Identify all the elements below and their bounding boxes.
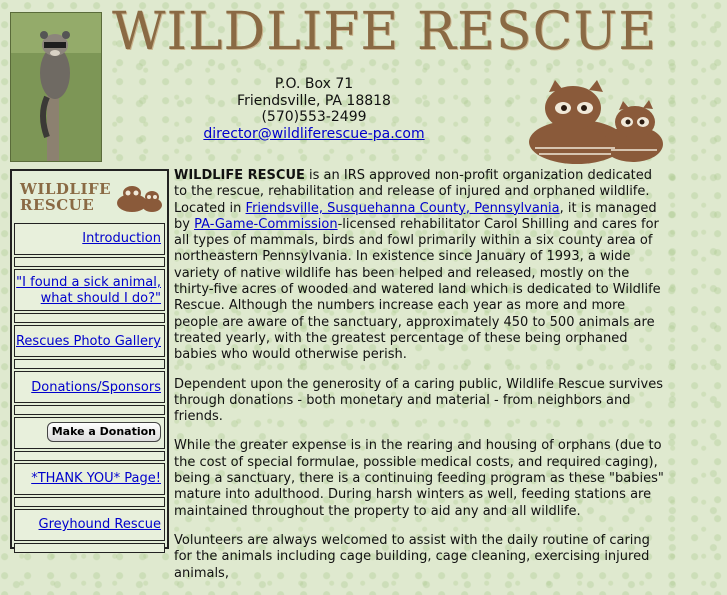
location-link[interactable]: Friendsville, Susquehanna County, Pennsylvania [245, 200, 560, 216]
phone-number: (570)553-2499 [261, 109, 367, 125]
sidebar-item-greyhound[interactable] [14, 509, 165, 541]
sidebar-logo-line2: RESCUE [20, 196, 95, 214]
address-line1: P.O. Box 71 [274, 76, 354, 92]
sidebar-logo-line1: WILDLIFE [20, 180, 112, 198]
donations-link[interactable]: Donations/Sponsors [31, 380, 161, 395]
sick-animal-link[interactable]: "I found a sick animal, what should I do?" [16, 275, 161, 306]
introduction-link[interactable]: Introduction [82, 231, 161, 246]
sidebar-item-donations[interactable] [14, 371, 165, 403]
page-title: WILDLIFE RESCUE [112, 2, 658, 62]
sidebar-item-make-donation [14, 417, 165, 449]
sidebar-divider [14, 405, 165, 415]
sidebar-divider [14, 257, 165, 267]
sidebar-logo [12, 171, 167, 219]
org-name: WILDLIFE RESCUE [174, 168, 305, 183]
raccoon-photo [10, 12, 102, 162]
sidebar-raccoon-icon [116, 183, 162, 213]
sidebar-item-thank-you[interactable] [14, 463, 165, 495]
intro-text-a: is an IRS approved non-profit organization dedicated to the rescue, rehabilitation and release of injured and orphaned wildlife. Located in [174, 168, 653, 216]
make-donation-button[interactable]: Make a Donation [47, 422, 161, 442]
raccoon-illustration [525, 78, 665, 164]
sidebar-divider [14, 451, 165, 461]
volunteers-paragraph: Volunteers are always welcomed to assist with the daily routine of caring for the animals including cage building, cage cleaning, exercising injured animals, [174, 532, 650, 581]
intro-text-b: , it is managed by [174, 200, 657, 232]
intro-text-c: -licensed rehabilitator Carol Shilling and cares for all types of mammals, birds and fowl primarily within a six county area of northeastern Pennsylvania. In existence since January of 1993, a wide variety of native wildlife has been helped and released, mostly on the thirty-five acres of wooded and watered land which is dedicated to Wildlife Rescue. Although the numbers increase each year as more and more people are aware of the sanctuary, approximately 450 to 500 animals are treated yearly, with the greatest percentage of these being orphaned babies who would otherwise perish. [174, 216, 661, 363]
sidebar-divider [14, 313, 165, 323]
intro-paragraph [174, 168, 668, 364]
sidebar-item-photo-gallery[interactable] [14, 325, 165, 357]
thank-you-link[interactable]: *THANK YOU* Page! [31, 471, 161, 486]
sidebar-item-introduction[interactable] [14, 223, 165, 255]
email-link[interactable]: director@wildliferescue-pa.com [203, 125, 425, 142]
sidebar-divider [14, 497, 165, 507]
greyhound-rescue-link[interactable]: Greyhound Rescue [38, 517, 161, 532]
sidebar-item-sick-animal[interactable] [14, 269, 165, 311]
sidebar-divider [14, 359, 165, 369]
game-commission-link[interactable]: PA-Game-Commission [194, 216, 338, 232]
address-line2: Friendsville, PA 18818 [237, 92, 391, 109]
sidebar-nav [10, 169, 169, 549]
photo-gallery-link[interactable]: Rescues Photo Gallery [15, 334, 161, 349]
contact-info [190, 76, 438, 142]
main-content [174, 168, 668, 595]
donations-paragraph: Dependent upon the generosity of a caring public, Wildlife Rescue survives through donations - both monetary and material - from neighbors and friends. [174, 376, 663, 425]
expenses-paragraph: While the greater expense is in the rearing and housing of orphans (due to the cost of special formulae, possible medical costs, and required caging), being a sanctuary, there is a continuing feeding program as these "babies" mature into adulthood. During harsh winters as well, feeding stations are maintained throughout the property to aid any and all wildlife. [174, 438, 664, 519]
